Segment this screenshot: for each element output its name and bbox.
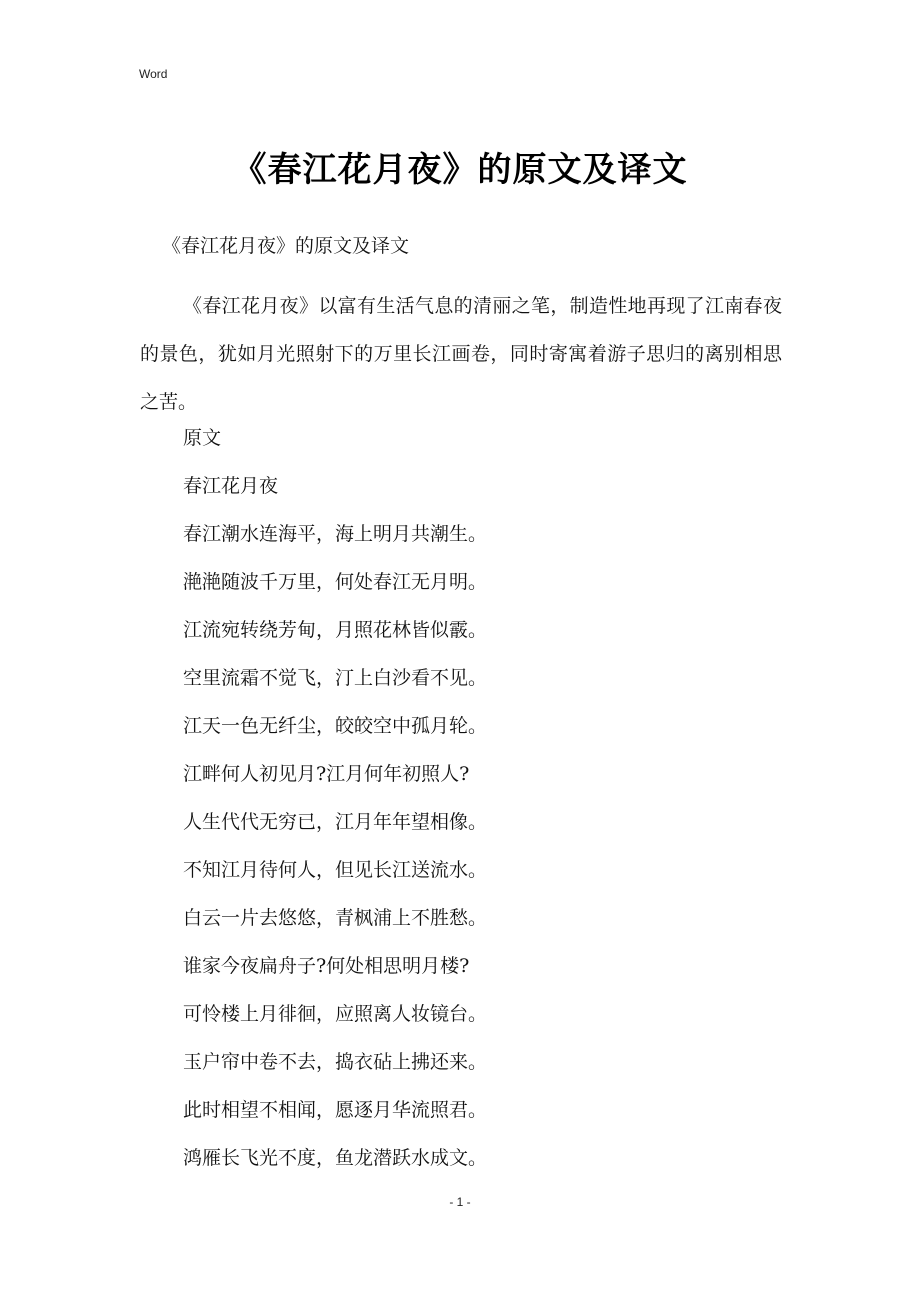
poem-line: 鸿雁长飞光不度，鱼龙潜跃水成文。 (183, 1147, 488, 1169)
poem-line: 江畔何人初见月?江月何年初照人? (183, 763, 470, 785)
poem-line: 玉户帘中卷不去，捣衣砧上拂还来。 (183, 1051, 488, 1073)
poem-line: 江天一色无纤尘，皎皎空中孤月轮。 (183, 715, 488, 737)
poem-line: 江流宛转绕芳甸，月照花林皆似霰。 (183, 619, 488, 641)
poem-line: 白云一片去悠悠，青枫浦上不胜愁。 (183, 907, 488, 929)
poem-line: 可怜楼上月徘徊，应照离人妆镜台。 (183, 1003, 488, 1025)
poem-line: 春江潮水连海平，海上明月共潮生。 (183, 523, 488, 545)
section-label: 原文 (183, 427, 222, 449)
document-subtitle: 《春江花月夜》的原文及译文 (162, 235, 410, 257)
poem-title: 春江花月夜 (183, 475, 279, 497)
document-title: 《春江花月夜》的原文及译文 (232, 150, 688, 190)
poem-line: 此时相望不相闻，愿逐月华流照君。 (183, 1099, 488, 1121)
page-number: - 1 - (449, 1195, 471, 1209)
header-label: Word (139, 67, 168, 81)
poem-line: 空里流霜不觉飞，汀上白沙看不见。 (183, 667, 488, 689)
poem-line: 不知江月待何人，但见长江送流水。 (183, 859, 488, 881)
poem-line: 滟滟随波千万里，何处春江无月明。 (183, 571, 488, 593)
poem-line: 人生代代无穷已，江月年年望相像。 (183, 811, 488, 833)
poem-line: 谁家今夜扁舟子?何处相思明月楼? (183, 955, 470, 977)
intro-paragraph: 《春江花月夜》以富有生活气息的清丽之笔，制造性地再现了江南春夜的景色，犹如月光照射下的万里长江画卷，同时寄寓着游子思归的离别相思之苦。 (140, 295, 782, 413)
